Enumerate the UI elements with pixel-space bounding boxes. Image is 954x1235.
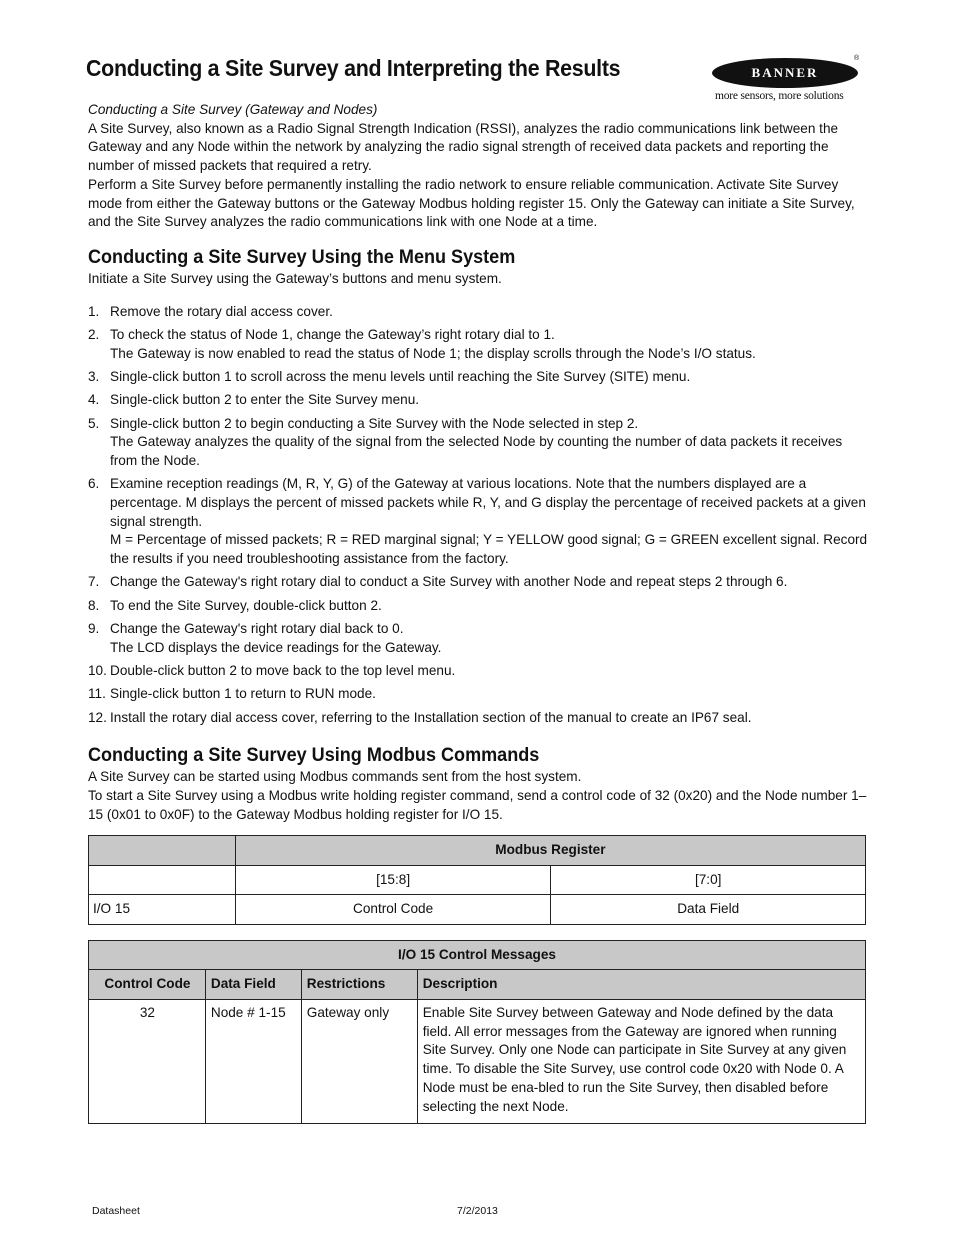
modbus-paragraph-2: To start a Site Survey using a Modbus write holding register command, send a control code of 32 (0x20) and the Node number 1–15 (0x01 to 0x0F) to the Gateway Modbus holding register for I/O 15. [88,787,867,822]
step-number: 4. [88,392,100,408]
step-text: Change the Gateway's right rotary dial back to 0. [110,620,404,636]
steps-list [88,303,868,728]
table-cell: Data Field [551,895,866,925]
table-row [89,865,866,895]
step-text: Remove the rotary dial access cover. [110,303,333,319]
intro-paragraph-1: A Site Survey, also known as a Radio Signal Strength Indication (RSSI), analyzes the radio communications link between the Gateway and any Node within the network by analyzing the radio signal strength of received data packets and reporting the number of missed packets that required a retry. [88,120,839,174]
page-title: Conducting a Site Survey and Interpreting the Results [86,55,621,81]
banner-tagline: more sensors, more solutions [715,90,844,102]
column-header: Control Code [89,970,206,1000]
modbus-paragraph-1: A Site Survey can be started using Modbus commands sent from the host system. [88,769,582,785]
main-content [88,101,868,1124]
registered-mark: ® [854,55,860,62]
modbus-register-table [88,835,866,925]
table-cell: [7:0] [551,865,866,895]
step-result: The Gateway is now enabled to read the status of Node 1; the display scrolls through the Node’s I/O status. [110,345,756,361]
step-text: To check the status of Node 1, change the Gateway’s right rotary dial to 1. [110,326,555,342]
step-number: 6. [88,476,100,492]
step-number: 9. [88,620,100,636]
menu-section-heading: Conducting a Site Survey Using the Menu System [88,246,516,268]
step-text: Single-click button 1 to return to RUN mode. [110,686,376,702]
step-number: 5. [88,415,100,431]
step-result: The LCD displays the device readings for the Gateway. [110,639,442,655]
table-cell: I/O 15 [89,895,236,925]
table-row [89,836,866,866]
banner-logo-oval [712,58,858,88]
step-number: 3. [88,368,100,384]
table-cell: [15:8] [235,865,551,895]
list-item [88,685,868,704]
footer-date: 7/2/2013 [457,1205,498,1217]
column-header: Restrictions [301,970,417,1000]
list-item [88,573,868,592]
step-text: Change the Gateway's right rotary dial to conduct a Site Survey with another Node and repeat steps 2 through 6. [110,574,788,590]
modbus-section-heading: Conducting a Site Survey Using Modbus Commands [88,745,540,767]
step-number: 2. [88,326,100,342]
step-result: The Gateway analyzes the quality of the signal from the selected Node by counting the number of data packets it receives from the Node. [110,434,843,468]
list-item [88,326,868,363]
table-row [89,970,866,1000]
footer-doc-type: Datasheet [92,1205,140,1217]
step-text: Single-click button 1 to scroll across the menu levels until reaching the Site Survey (SITE) menu. [110,368,691,384]
step-number: 8. [88,597,100,613]
banner-logo [708,56,864,106]
table-title: I/O 15 Control Messages [89,940,866,970]
step-result: M = Percentage of missed packets; R = RED marginal signal; Y = YELLOW good signal; G = GREEN excellent signal. Record the results if you need troubleshooting assistance from the factory. [110,532,868,567]
table-cell-empty [89,865,236,895]
step-number: 1. [88,303,100,319]
table-row [89,940,866,970]
table-row [89,895,866,925]
step-number: 11. [88,686,106,702]
list-item [88,597,868,616]
step-text: Single-click button 2 to begin conducting a Site Survey with the Node selected in step 2. [110,415,639,431]
table-cell: Gateway only [301,999,417,1123]
list-item [88,620,868,657]
step-text: Examine reception readings (M, R, Y, G) of the Gateway at various locations. Note that the numbers displayed are a percentage. M displays the percent of missed packets while R, Y, and G display the percentage of received packets at a given signal strength. [110,476,866,529]
list-item [88,391,868,410]
step-number: 10. [88,662,107,678]
intro-paragraph-2: Perform a Site Survey before permanently installing the radio network to ensure reliable communication. Activate Site Survey mode from either the Gateway buttons or the Gateway Modbus holding register 15. Only the Gateway can initiate a Site Survey, and the Site Survey analyzes the radio communications link with one Node at a time. [88,176,855,230]
step-number: 12. [88,709,107,725]
control-messages-table [88,940,866,1124]
step-number: 7. [88,574,100,590]
step-text: To end the Site Survey, double-click button 2. [110,597,382,613]
table-header-empty [89,836,236,866]
table-cell: 32 [89,999,206,1123]
list-item [88,368,868,387]
table-row [89,999,866,1123]
list-item [88,709,868,728]
step-text: Single-click button 2 to enter the Site Survey menu. [110,392,420,408]
intro-subtitle: Conducting a Site Survey (Gateway and Nodes) [88,102,378,117]
list-item [88,475,868,569]
step-text: Install the rotary dial access cover, referring to the Installation section of the manual to create an IP67 seal. [110,709,752,725]
list-item [88,662,868,681]
column-header: Description [417,970,865,1000]
list-item [88,415,868,471]
table-header: Modbus Register [235,836,865,866]
list-item [88,303,868,322]
menu-section-intro: Initiate a Site Survey using the Gateway’s buttons and menu system. [88,270,502,286]
step-text: Double-click button 2 to move back to the top level menu. [110,662,456,678]
table-cell: Control Code [235,895,551,925]
table-cell: Node # 1-15 [205,999,301,1123]
banner-logo-word: BANNER [751,65,819,80]
column-header: Data Field [205,970,301,1000]
table-cell: Enable Site Survey between Gateway and Node defined by the data field. All error messages from the Gateway are ignored when running Site Survey. Only one Node can participate in Site Survey at any given time. To disable the Site Survey, use control code 0x20 with Node 0. A Node must be ena-bled to run the Site Survey, then disabled before selecting the next Node. [417,999,865,1123]
